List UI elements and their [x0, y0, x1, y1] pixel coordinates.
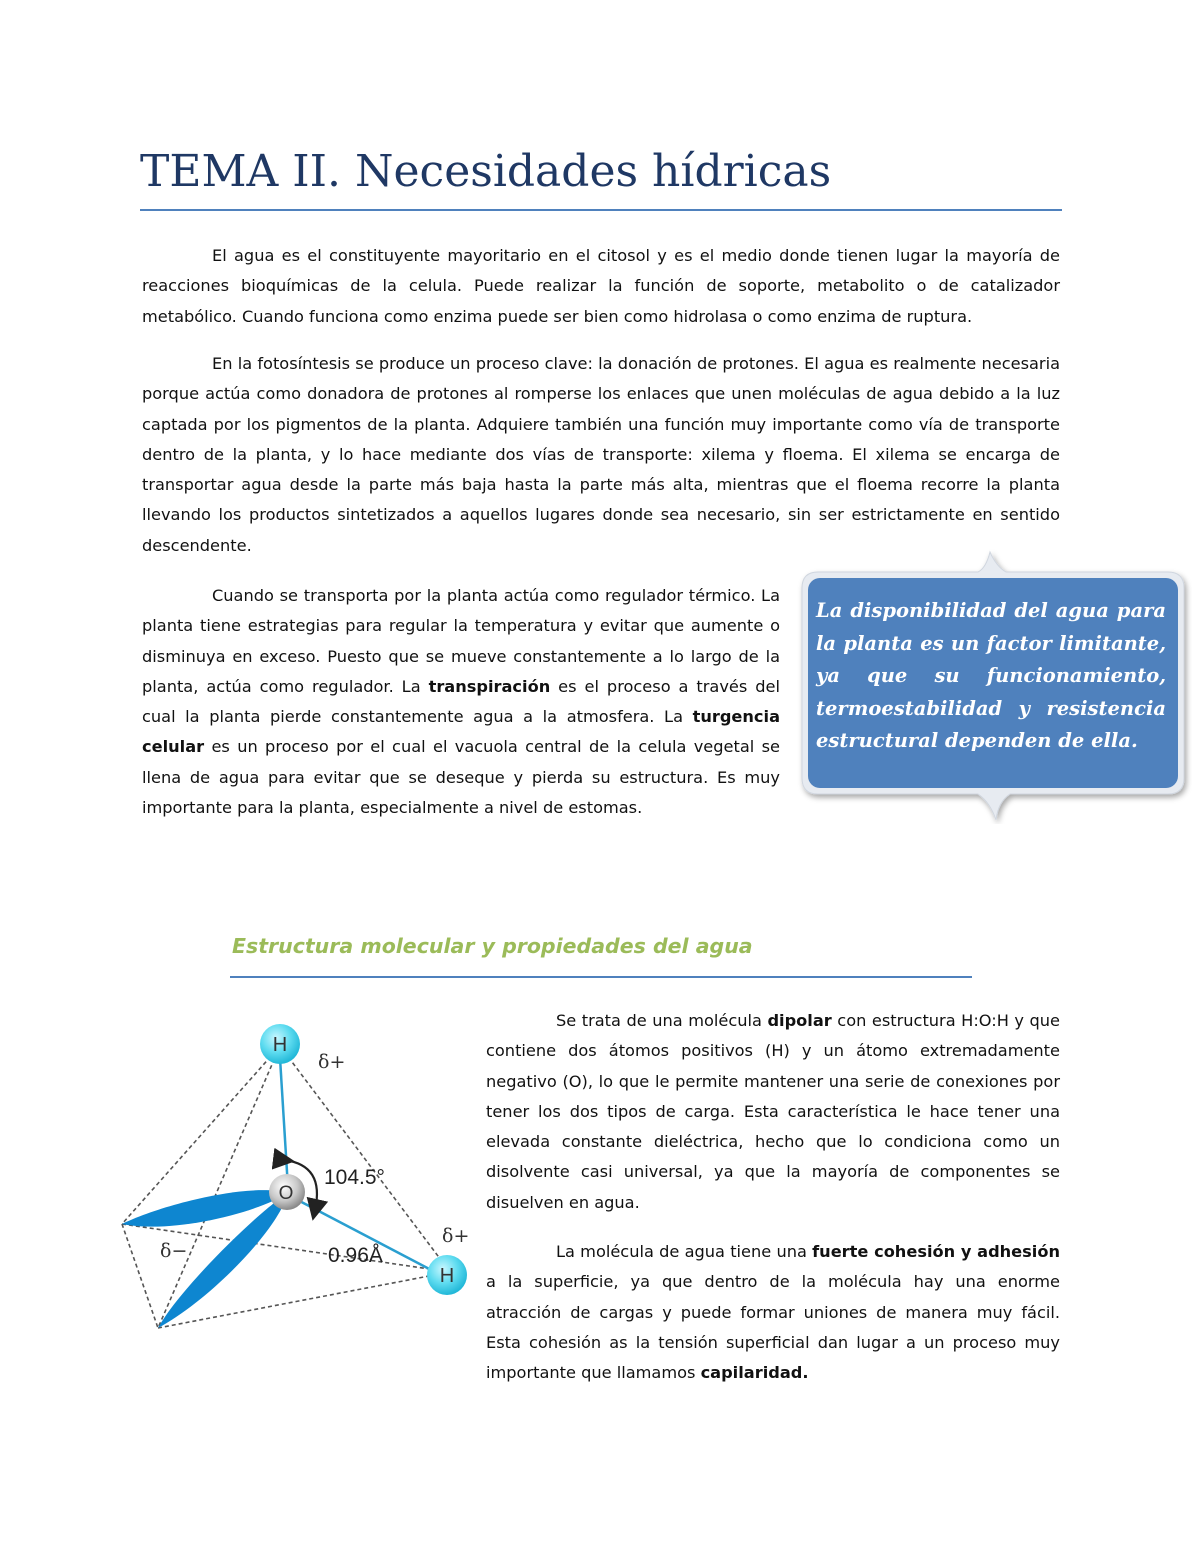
callout-text: La disponibilidad del agua para la planta es un factor limitante, ya que su funcionamiento, termoestabilidad y resistencia estructural dependen de ella.	[816, 599, 1166, 753]
term-dipolar: dipolar	[767, 1011, 832, 1030]
bond-line	[280, 1058, 288, 1188]
delta-plus-label: δ+	[442, 1225, 470, 1247]
hydrogen-label: H	[272, 1034, 288, 1056]
bond-length-label: 0.96Å	[328, 1244, 383, 1267]
term-transpiracion: transpiración	[428, 676, 551, 696]
angle-label: 104.5°	[324, 1166, 385, 1189]
paragraph-5-part1: La molécula de agua tiene una	[556, 1242, 813, 1261]
paragraph-1-text: El agua es el constituyente mayoritario en el citosol y es el medio donde tienen lugar la mayoría de reacciones bioquímicas de la celula. Puede realizar la función de soporte, metabolito o de catalizador metabólico. Cuando funciona como enzima puede ser bien como hidrolasa o como enzima de ruptura.	[142, 246, 1060, 326]
oxygen-label: O	[278, 1183, 294, 1204]
delta-minus-label: δ−	[160, 1240, 188, 1262]
paragraph-5-part2: a la superficie, ya que dentro de la molécula hay una enorme atracción de cargas y puede formar uniones de manera muy fácil. Esta cohesión as la tensión superficial dan lugar a un proceso muy importante que llamamos	[486, 1272, 1060, 1383]
hydrogen-label: H	[439, 1265, 455, 1287]
paragraph-3-part2: es el proceso a través del cual la planta pierde constantemente agua a la atmosfera. La	[142, 676, 780, 727]
section-heading: Estructura molecular y propiedades del agua	[232, 934, 753, 958]
paragraph-water-constituent	[142, 241, 1060, 332]
paragraph-3-part1: Cuando se transporta por la planta actúa como regulador térmico. La planta tiene estrategias para regular la temperatura y evitar que aumente o disminuya en exceso. Puesto que se mueve constantemente a lo largo de la planta, actúa como regulador. La	[142, 586, 780, 696]
paragraph-3-part3: es un proceso por el cual el vacuola central de la celula vegetal se llena de agua para evitar que se deseque y pierda su estructura. Es muy importante para la planta, especialmente a nivel de estomas.	[142, 737, 780, 818]
page-title: TEMA II. Necesidades hídricas	[140, 146, 832, 197]
term-turgencia-celular: turgencia celular	[142, 707, 780, 757]
section-underline	[230, 976, 972, 978]
paragraph-thermal-regulator	[142, 581, 780, 823]
paragraph-4-part1: Se trata de una molécula	[556, 1011, 768, 1030]
term-cohesion-adhesion: fuerte cohesión y adhesión	[812, 1242, 1060, 1261]
delta-plus-label: δ+	[318, 1051, 346, 1073]
paragraph-2-text: En la fotosíntesis se produce un proceso clave: la donación de protones. El agua es realmente necesaria porque actúa como donadora de protones al romperse los enlaces que unen moléculas de agua debido a la luz captada por los pigmentos de la planta. Adquiere también una función muy importante como vía de transporte dentro de la planta, y lo hace mediante dos vías de transporte: xilema y floema. El xilema se encarga de transportar agua desde la parte más baja hasta la parte más alta, mientras que el floema recorre la planta llevando los productos sintetizados a aquellos lugares donde sea necesario, sin ser estrictamente en sentido descendente.	[142, 354, 1060, 555]
paragraph-photosynthesis	[142, 349, 1060, 561]
paragraph-cohesion	[142, 1237, 1060, 1388]
title-underline	[140, 209, 1062, 211]
term-capilaridad: capilaridad.	[700, 1363, 809, 1383]
paragraph-dipolar	[486, 1006, 1060, 1218]
paragraph-4-part2: con estructura H:O:H y que contiene dos átomos positivos (H) y un átomo extremadamente negativo (O), lo que le permite mantener una serie de conexiones por tener los dos tipos de carga. Esta característica le hace tener una elevada constante dieléctrica, hecho que lo condiciona como un disolvente casi universal, ya que la mayoría de componentes se disuelven en agua.	[486, 1011, 1060, 1212]
